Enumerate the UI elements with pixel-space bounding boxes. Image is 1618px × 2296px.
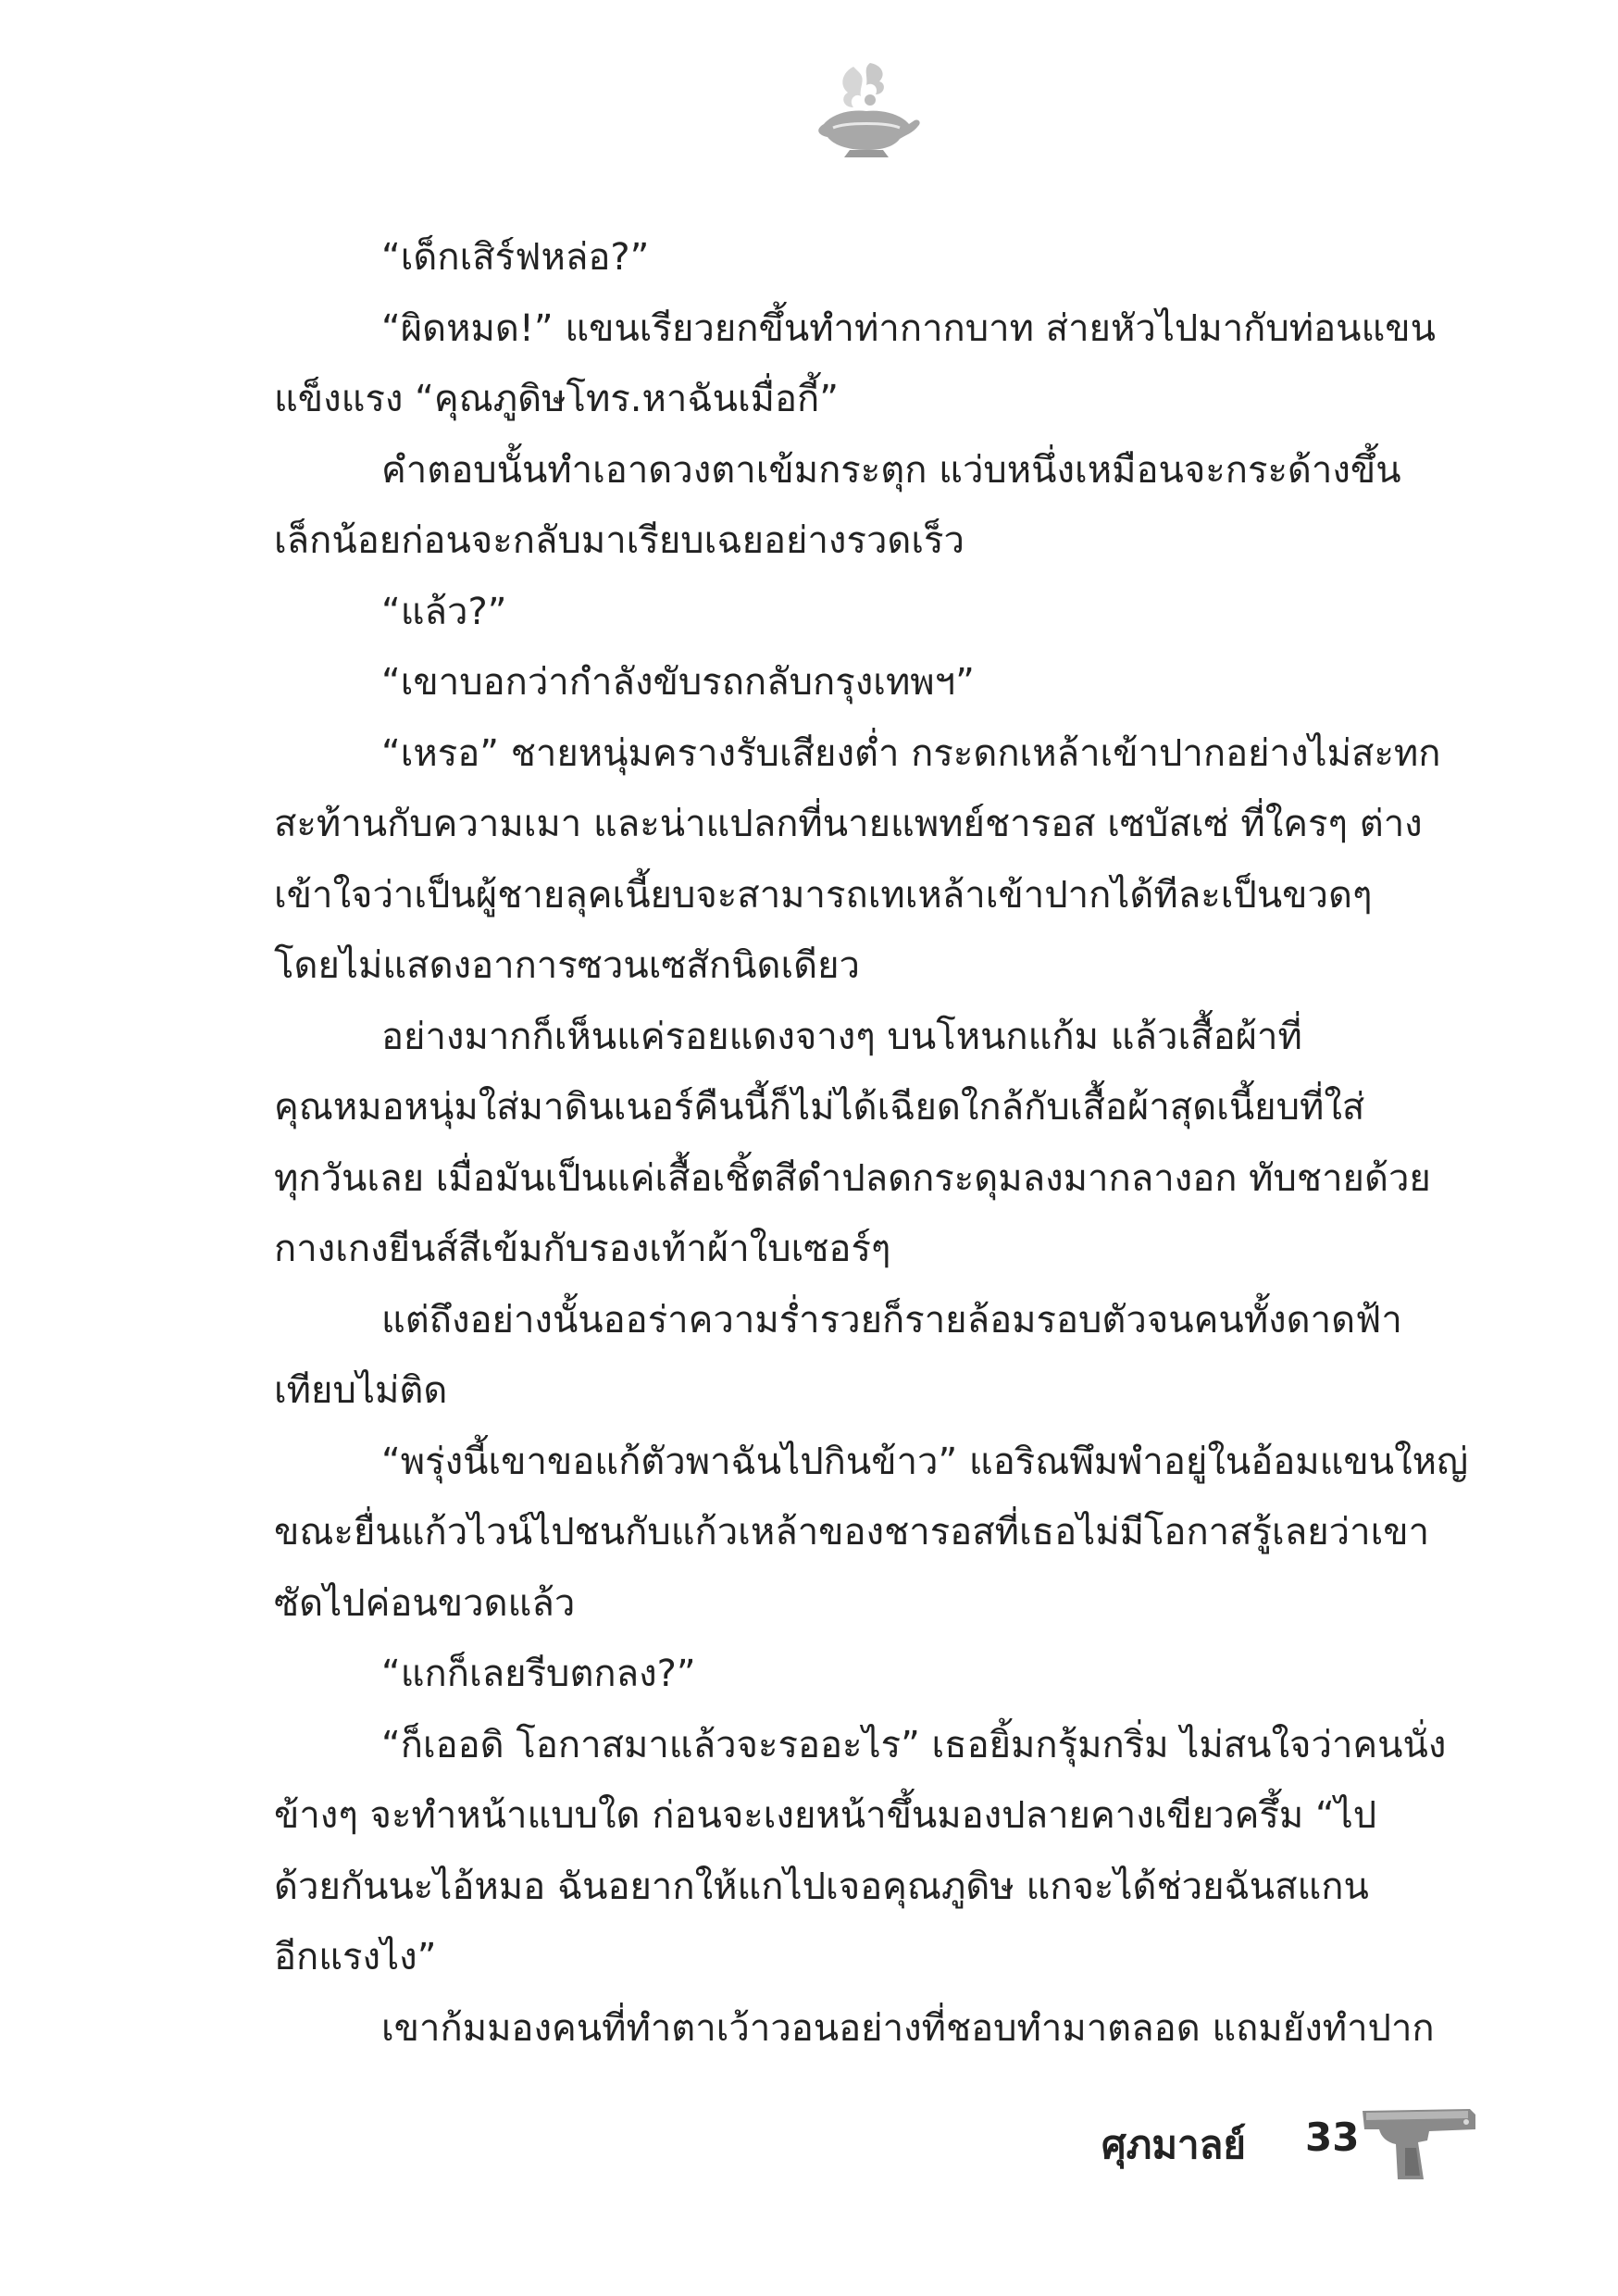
text-line: “ก็เออดิ โอกาสมาแล้วจะรออะไร” เธอยิ้มกรุ้มกริ่ม ไม่สนใจว่าคนนั่ง — [381, 1723, 1447, 1766]
text-line: ข้างๆ จะทำหน้าแบบใด ก่อนจะเงยหน้าขึ้นมองปลายคางเขียวครึ้ม “ไป — [274, 1794, 1377, 1837]
text-line: เขาก้มมองคนที่ทำตาเว้าวอนอย่างที่ชอบทำมาตลอด แถมยังทำปาก — [381, 2006, 1435, 2050]
text-line: “เขาบอกว่ากำลังขับรถกลับกรุงเทพฯ” — [381, 661, 975, 704]
text-line: คำตอบนั้นทำเอาดวงตาเข้มกระตุก แว่บหนึ่งเหมือนจะกระด้างขึ้น — [381, 448, 1401, 492]
author-name: ศุภมาลย์ — [1101, 2122, 1246, 2167]
text-line: กางเกงยีนส์สีเข้มกับรองเท้าผ้าใบเซอร์ๆ — [274, 1228, 891, 1270]
text-line: ซัดไปค่อนขวดแล้ว — [274, 1581, 576, 1625]
text-line: ขณะยื่นแก้วไวน์ไปชนกับแก้วเหล้าของชารอสที่เธอไม่มีโอกาสรู้เลยว่าเขา — [274, 1511, 1430, 1554]
text-line: เทียบไม่ติด — [274, 1369, 448, 1412]
body-text — [274, 222, 1468, 2064]
text-line: เล็กน้อยก่อนจะกลับมาเรียบเฉยอย่างรวดเร็ว — [274, 519, 965, 562]
page-number: 33 — [1305, 2115, 1360, 2160]
text-line: ด้วยกันนะไอ้หมอ ฉันอยากให้แกไปเจอคุณภูดิษ แกจะได้ช่วยฉันสแกน — [274, 1865, 1369, 1908]
text-line: ทุกวันเลย เมื่อมันเป็นแค่เสื้อเชิ้ตสีดำปลดกระดุมลงมากลางอก ทับชายด้วย — [274, 1156, 1431, 1200]
text-line: “พรุ่งนี้เขาขอแก้ตัวพาฉันไปกินข้าว” แอริณพึมพำอยู่ในอ้อมแขนใหญ่ — [381, 1440, 1469, 1483]
text-line: แข็งแรง “คุณภูดิษโทร.หาฉันเมื่อกี้” — [274, 378, 839, 420]
page-footer — [1101, 2102, 1490, 2185]
pistol-icon — [1359, 2102, 1488, 2185]
text-line: “ผิดหมด!” แขนเรียวยกขึ้นทำท่ากากบาท ส่ายหัวไปมากับท่อนแขน — [381, 306, 1436, 350]
genie-lamp-icon — [805, 56, 926, 167]
text-line: อย่างมากก็เห็นแค่รอยแดงจางๆ บนโหนกแก้ม แล้วเสื้อผ้าที่ — [381, 1015, 1302, 1058]
text-line: “เหรอ” ชายหนุ่มครางรับเสียงต่ำ กระดกเหล้าเข้าปากอย่างไม่สะทก — [381, 731, 1441, 775]
text-line: แต่ถึงอย่างนั้นออร่าความร่ำรวยก็รายล้อมรอบตัวจนคนทั้งดาดฟ้า — [381, 1298, 1402, 1341]
text-line: อีกแรงไง” — [274, 1936, 437, 1978]
text-line: สะท้านกับความเมา และน่าแปลกที่นายแพทย์ชารอส เซบัสเซ่ ที่ใครๆ ต่าง — [274, 803, 1423, 845]
text-line: คุณหมอหนุ่มใส่มาดินเนอร์คืนนี้ก็ไม่ได้เฉียดใกล้กับเสื้อผ้าสุดเนี้ยบที่ใส่ — [274, 1086, 1365, 1129]
text-line: “แล้ว?” — [381, 590, 507, 633]
text-line: โดยไม่แสดงอาการซวนเซสักนิดเดียว — [274, 944, 861, 987]
text-line: “เด็กเสิร์ฟหล่อ?” — [381, 236, 650, 279]
text-line: เข้าใจว่าเป็นผู้ชายลุคเนี้ยบจะสามารถเทเหล้าเข้าปากได้ทีละเป็นขวดๆ — [274, 873, 1373, 917]
text-line: “แกก็เลยรีบตกลง?” — [381, 1653, 696, 1695]
